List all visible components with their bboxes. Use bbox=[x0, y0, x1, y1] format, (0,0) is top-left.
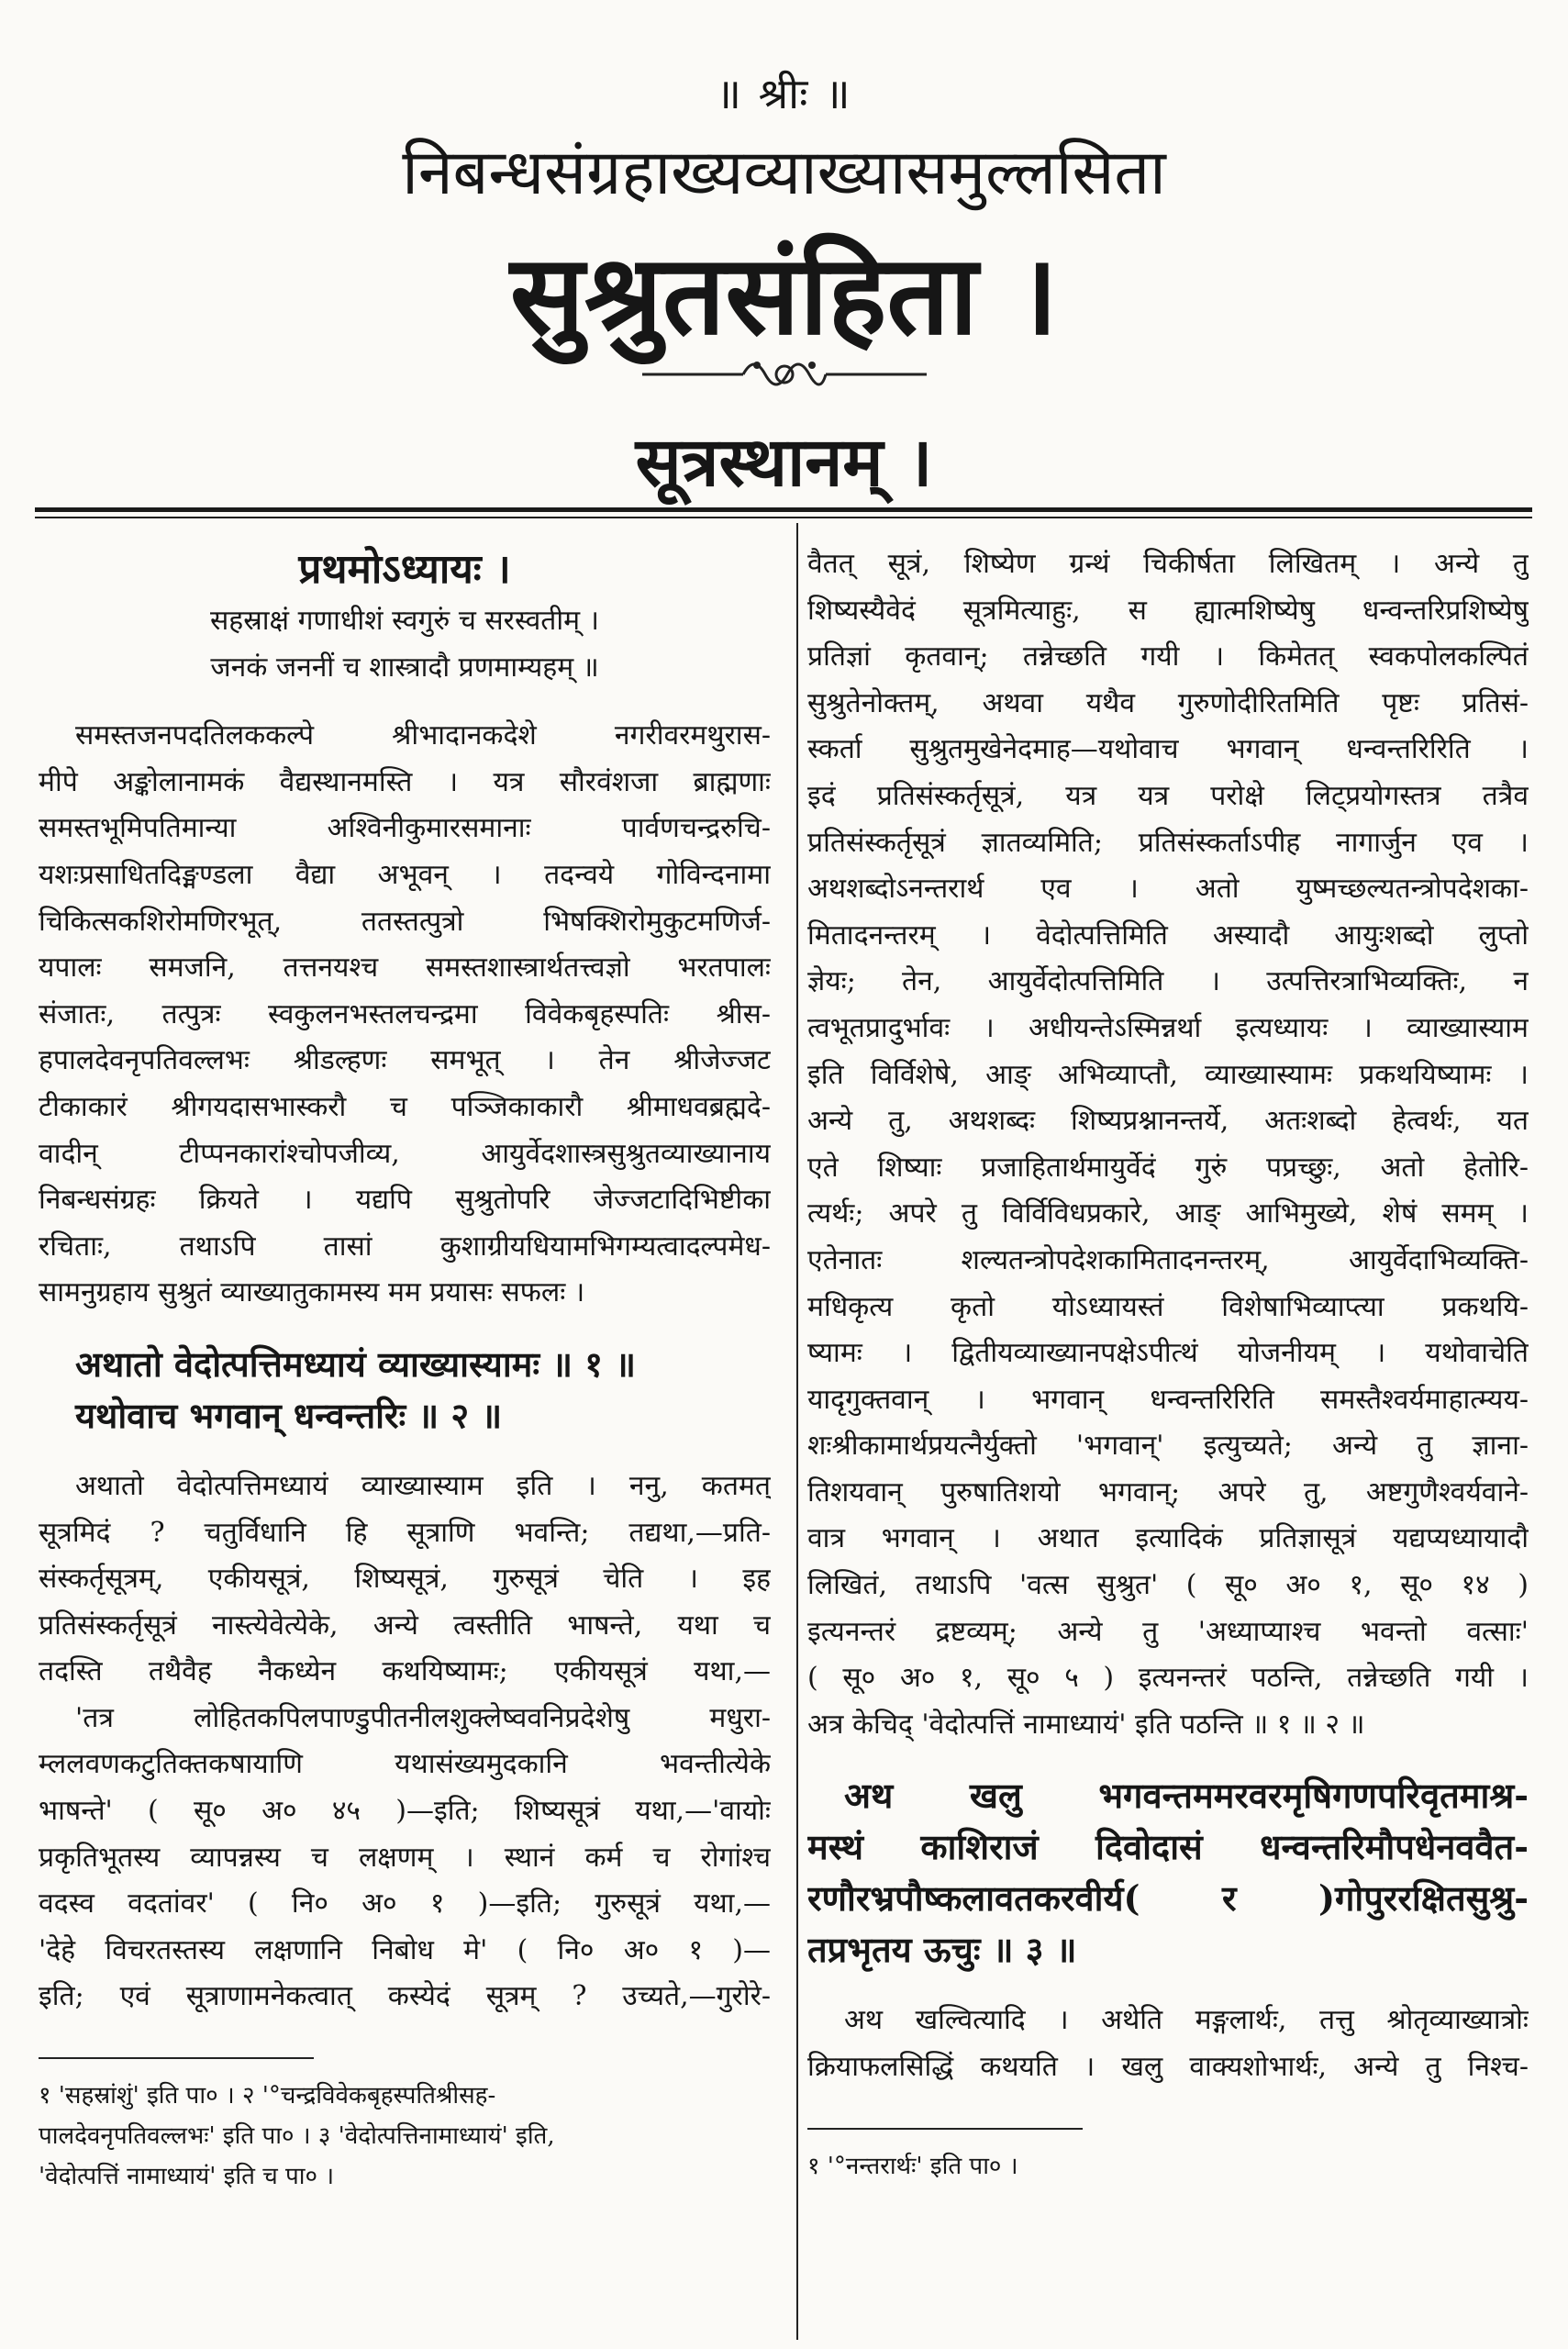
top-rule-thin bbox=[35, 517, 1532, 518]
text-line: 'देहे विचरतस्तस्य लक्षणानि निबोध मे' ( नि० अ० १ )— bbox=[39, 1933, 771, 1966]
left-column bbox=[39, 541, 771, 2197]
text-line: इत्यनन्तरं द्रष्टव्यम्; अन्ये तु 'अध्याप्याश्च भवन्तो वत्साः' bbox=[807, 1615, 1529, 1648]
text-line: प्रतिसंस्कर्तृसूत्रं ज्ञातव्यमिति; प्रतिसंस्कर्ताऽपीह नागार्जुन एव । bbox=[807, 826, 1529, 859]
text-line: चिकित्सकशिरोमणिरभूत्, ततस्तत्पुत्रो भिषक्शिरोमुकुटमणिर्ज- bbox=[39, 905, 771, 938]
footnote-line: १ 'सहस्रांशुं' इति पा० । २ '°चन्द्रविवेकबृहस्पतिश्रीसह- bbox=[39, 2082, 496, 2110]
text-line: इदं प्रतिसंस्कर्तृसूत्रं, यत्र यत्र परोक्षे लिट्प्रयोगस्तत्र तत्रैव bbox=[807, 779, 1529, 812]
text-line: त्वभूतप्रादुर्भावः । अधीयन्तेऽस्मिन्नर्था इत्यध्यायः । व्याख्यास्याम bbox=[807, 1011, 1529, 1044]
text-line: यशःप्रसाधितदिङ्मण्डला वैद्या अभूवन् । तदन्वये गोविन्दनामा bbox=[39, 858, 771, 891]
text-line: प्रतिज्ञां कृतवान्; तन्नेच्छति गयी । किमेतत् स्वकपोलकल्पितं bbox=[807, 640, 1529, 674]
text-line: एते शिष्याः प्रजाहितार्थमायुर्वेदं गुरुं पप्रच्छुः, अतो हेतोरि- bbox=[807, 1151, 1529, 1184]
page-header bbox=[0, 0, 1568, 514]
text-line: अथशब्दोऽनन्तरार्थ एव । अतो युष्मच्छल्यतन्त्रोपदेशका- bbox=[807, 873, 1529, 906]
text-line: सुश्रुतेनोक्तम्, अथवा यथैव गुरुणोदीरितमिति पृष्टः प्रतिसं- bbox=[807, 686, 1529, 719]
text-line: रचिताः, तथाऽपि तासां कुशाग्रीयधियामभिगम्यत्वादल्पमेध- bbox=[39, 1230, 771, 1263]
text-line: टीकाकारं श्रीगयदासभास्करौ च पञ्जिकाकारौ श्रीमाधवब्रह्मदे- bbox=[39, 1090, 771, 1123]
right-column bbox=[807, 541, 1529, 2187]
section-title: सूत्रस्थानम् । bbox=[635, 423, 933, 502]
text-line: निबन्धसंग्रहः क्रियते । यद्यपि सुश्रुतोपरि जेज्जटादिभिष्टीका bbox=[39, 1184, 771, 1217]
text-line: एतेनातः शल्यतन्त्रोपदेशकामितादनन्तरम्, आयुर्वेदाभिव्यक्ति- bbox=[807, 1243, 1529, 1276]
sutra-line: यथोवाच भगवान् धन्वन्तरिः ॥ २ ॥ bbox=[75, 1394, 503, 1436]
text-line: लिखितं, तथाऽपि 'वत्स सुश्रुत' ( सू० अ० १, सू० १४ ) bbox=[807, 1569, 1529, 1602]
text-line: क्रियाफलसिद्धिं कथयति । खलु वाक्यशोभार्थः, अन्ये तु निश्च- bbox=[807, 2051, 1529, 2084]
text-line: शिष्यस्यैवेदं सूत्रमित्याहुः, स ह्यात्मशिष्येषु धन्वन्तरिप्रशिष्येषु bbox=[807, 594, 1529, 627]
text-line: इति; एवं सूत्राणामनेकत्वात् कस्येदं सूत्रम् ? उच्यते,—गुरोरे- bbox=[39, 1980, 771, 2013]
book-title: सुश्रुतसंहिता । bbox=[509, 230, 1059, 360]
text-line: ज्ञेयः; तेन, आयुर्वेदोत्पत्तिमिति । उत्पत्तिरत्राभिव्यक्तिः, न bbox=[807, 965, 1529, 998]
text-line: मधिकृत्य कृतो योऽध्यायस्तं विशेषाभिव्याप्त्या प्रकथयि- bbox=[807, 1290, 1529, 1323]
text-line: वादीन् टीप्पनकारांश्चोपजीव्य, आयुर्वेदशास्त्रसुश्रुतव्याख्यानाय bbox=[39, 1137, 771, 1170]
footnote-line: १ '°नन्तरार्थः' इति पा० । bbox=[807, 2152, 1018, 2180]
sutra-line: अथ खलु भगवन्तममरवरमृषिगणपरिवृतमाश्र- bbox=[844, 1775, 1529, 1817]
text-line: अन्ये तु, अथशब्दः शिष्यप्रश्नानन्तर्ये, अतःशब्दो हेत्वर्थः, यत bbox=[807, 1105, 1529, 1138]
text-line: वात्र भगवान् । अथात इत्यादिकं प्रतिज्ञासूत्रं यद्यप्यध्यायादौ bbox=[807, 1522, 1529, 1555]
invocation: ॥ श्रीः ॥ bbox=[716, 69, 852, 118]
text-line: त्यर्थः; अपरे तु विर्विविधप्रकारे, आङ् आभिमुख्ये, शेषं समम् । bbox=[807, 1197, 1529, 1230]
text-line: हपालदेवनृपतिवल्लभः श्रीडल्हणः समभूत् । तेन श्रीजेज्जट bbox=[39, 1044, 771, 1077]
text-line: वदस्व वदतांवर' ( नि० अ० १ )—इति; गुरुसूत्रं यथा,— bbox=[39, 1887, 771, 1920]
text-line: ( सू० अ० १, सू० ५ ) इत्यनन्तरं पठन्ति, तन्नेच्छति गयी । bbox=[807, 1662, 1529, 1695]
text-line: समस्तजनपदतिलककल्पे श्रीभादानकदेशे नगरीवरमथुरास- bbox=[75, 719, 771, 752]
verse-line: सहस्राक्षं गणाधीशं स्वगुरुं च सरस्वतीम् । bbox=[209, 605, 600, 637]
text-line: वैतत् सूत्रं, शिष्येण ग्रन्थं चिकीर्षता लिखितम् । अन्ये तु bbox=[807, 548, 1529, 580]
sutra-line: तप्रभृतय ऊचुः ॥ ३ ॥ bbox=[807, 1929, 1077, 1971]
sutra-line: अथातो वेदोत्पत्तिमध्यायं व्याख्यास्यामः ॥ १ ॥ bbox=[75, 1342, 637, 1385]
ornament-divider bbox=[642, 349, 927, 400]
text-line: प्रतिसंस्कर्तृसूत्रं नास्त्येवेत्येके, अन्ये त्वस्तीति भाषन्ते, यथा च bbox=[39, 1609, 771, 1642]
text-line: संस्कर्तृसूत्रम्, एकीयसूत्रं, शिष्यसूत्रं, गुरुसूत्रं चेति । इह bbox=[39, 1563, 771, 1596]
text-line: इति विर्विशेषे, आङ् अभिव्याप्तौ, व्याख्यास्यामः प्रकथयिष्यामः । bbox=[807, 1058, 1529, 1091]
text-line: सामनुग्रहाय सुश्रुतं व्याख्यातुकामस्य मम प्रयासः सफलः । bbox=[39, 1276, 585, 1309]
text-line: यादृगुक्तवान् । भगवान् धन्वन्तरिरिति समस्तैश्वर्यमाहात्म्यय- bbox=[807, 1383, 1529, 1416]
text-line: समस्तभूमिपतिमान्या अश्विनीकुमारसमानाः पार्वणचन्द्ररुचि- bbox=[39, 812, 771, 845]
sutra-line: रणौरभ्रपौष्कलावतकरवीर्य( र )गोपुररक्षितसुश्रु- bbox=[807, 1877, 1529, 1920]
text-line: म्ललवणकटुतिक्तकषायाणि यथासंख्यमुदकानि भवन्तीत्येके bbox=[39, 1748, 771, 1781]
footnote-line: पालदेवनृपतिवल्लभः' इति पा० । ३ 'वेदोत्पत्तिनामाध्यायं' इति, bbox=[39, 2122, 555, 2151]
text-line: यपालः समजनि, तत्तनयश्च समस्तशास्त्रार्थतत्त्वज्ञो भरतपालः bbox=[39, 952, 771, 985]
footnote-rule bbox=[807, 2128, 1083, 2130]
text-line: मितादनन्तरम् । वेदोत्पत्तिमिति अस्यादौ आयुःशब्दो लुप्तो bbox=[807, 918, 1529, 952]
subtitle: निबन्धसंग्रहाख्यव्याख्यासमुल्लसिता bbox=[402, 137, 1166, 209]
sutra-line: मस्थं काशिराजं दिवोदासं धन्वन्तरिमौपधेनववैत- bbox=[807, 1826, 1529, 1868]
text-line: अथातो वेदोत्पत्तिमध्यायं व्याख्यास्याम इति । ननु, कतमत् bbox=[75, 1469, 771, 1502]
footnote-rule bbox=[39, 2057, 314, 2059]
text-line: मीपे अङ्कोलानामकं वैद्यस्थानमस्ति । यत्र सौरवंशजा ब्राह्मणाः bbox=[39, 765, 771, 798]
text-line: तिशयवान् पुरुषातिशयो भगवान्; अपरे तु, अष्टगुणैश्वर्यवाने- bbox=[807, 1475, 1529, 1508]
text-line: सूत्रमिदं ? चतुर्विधानि हि सूत्राणि भवन्ति; तद्यथा,—प्रति- bbox=[39, 1516, 771, 1549]
chapter-heading: प्रथमोऽध्यायः । bbox=[298, 546, 511, 593]
text-line: अथ खल्वित्यादि । अथेति मङ्गलार्थः, तत्तु श्रोतृव्याख्यात्रोः bbox=[844, 2004, 1529, 2037]
text-line: ष्यामः । द्वितीयव्याख्यानपक्षेऽपीत्थं योजनीयम् । यथोवाचेति bbox=[807, 1337, 1529, 1370]
text-line: प्रकृतिभूतस्य व्यापन्नस्य च लक्षणम् । स्थानं कर्म च रोगांश्च bbox=[39, 1841, 771, 1874]
verse-line: जनकं जननीं च शास्त्रादौ प्रणमाम्यहम् ॥ bbox=[210, 651, 599, 684]
text-line: स्कर्ता सुश्रुतमुखेनेदमाह—यथोवाच भगवान् धन्वन्तरिरिति । bbox=[807, 733, 1529, 766]
top-rule bbox=[35, 507, 1532, 512]
text-line: शःश्रीकामार्थप्रयत्नैर्युक्तो 'भगवान्' इत्युच्यते; अन्ये तु ज्ञाना- bbox=[807, 1430, 1529, 1463]
text-line: 'तत्र लोहितकपिलपाण्डुपीतनीलशुक्लेष्ववनिप्रदेशेषु मधुरा- bbox=[75, 1701, 771, 1734]
text-line: तदस्ति तथैवैह नैकध्येन कथयिष्यामः; एकीयसूत्रं यथा,— bbox=[39, 1655, 771, 1688]
text-line: अत्र केचिद् 'वेदोत्पत्तिं नामाध्यायं' इति पठन्ति ॥ १ ॥ २ ॥ bbox=[807, 1708, 1365, 1741]
footnote-line: 'वेदोत्पत्तिं नामाध्यायं' इति च पा० । bbox=[39, 2163, 335, 2191]
text-line: भाषन्ते' ( सू० अ० ४५ )—इति; शिष्यसूत्रं यथा,—'वायोः bbox=[39, 1795, 771, 1828]
text-line: संजातः, तत्पुत्रः स्वकुलनभस्तलचन्द्रमा विवेकबृहस्पतिः श्रीस- bbox=[39, 997, 771, 1030]
column-divider bbox=[796, 523, 798, 2340]
